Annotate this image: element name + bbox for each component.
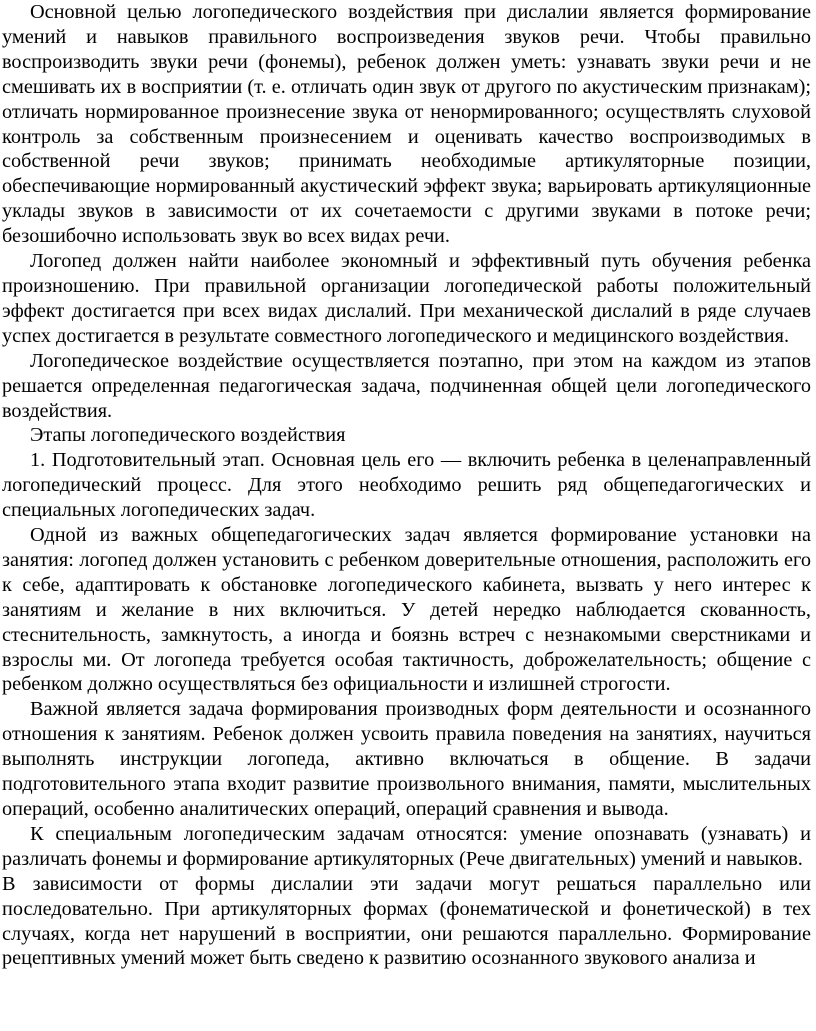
- paragraph-staged-influence: Логопедическое воздействие осуществляется поэтапно, при этом на каждом из этапов решается определенная педагогическая задача, подчиненная общей цели логопедического воздействия.: [2, 349, 811, 422]
- section-heading-stages: Этапы логопедического воздействия: [30, 424, 346, 447]
- paragraph-speech-therapist: Логопед должен найти наиболее экономный и эффективный путь обучения ребенка произношению. При правильной организации логопедической работы положительный эффект достигается при всех видах дислалий. При механической дислалий в ряде случаев успех достигается в результате совместного логопедического и медицинского воздействия.: [2, 250, 811, 347]
- paragraph-dyslalia-forms: В зависимости от формы дислалии эти задачи могут решаться параллельно или последовательно. При артикуляторных формах (фонематической и фонетической) в тех случаях, когда нет нарушений в восприятии, они решаются параллельно. Формирование рецептивных умений может быть сведено к развитию осознанного звукового анализа и: [2, 872, 811, 970]
- paragraph-goal: Основной целью логопедического воздействия при дислалии является формирование умений и навыков правильного воспроизведения звуков речи. Чтобы правильно воспроизводить звуки речи (фонемы), ребенок должен уметь: узнавать звуки речи и не смешивать их в восприятии (т. е. отличать один звук от другого по акустическим признакам); отличать нормированное произнесение звука от ненормированного; осуществлять слуховой контроль за собственным произнесением и оценивать качество воспроизводимых в собственной речи звуков; принимать необходимые артикуляторные позиции, обеспечивающие нормированный акустический эффект звука; варьировать артикуляционные уклады звуков в зависимости от их сочетаемости с другими звуками в потоке речи; безошибочно использовать звук во всех видах речи.: [2, 1, 811, 248]
- paragraph-preparatory-stage: 1. Подготовительный этап. Основная цель его — включить ребенка в целенаправленный логопедический процесс. Для этого необходимо решить ряд общепедагогических и специальных логопедических задач.: [2, 449, 811, 522]
- paragraph-special-tasks: К специальным логопедическим задачам относятся: умение опознавать (узнавать) и различать фонемы и формирование артикуляторных (Рече двигательных) умений и навыков.: [2, 822, 811, 870]
- paragraph-derived-forms: Важной является задача формирования производных форм деятельности и осознанного отношения к занятиям. Ребенок должен усвоить правила поведения на занятиях, научиться выполнять инструкции логопеда, активно включаться в общение. В задачи подготовительного этапа входит развитие произвольного внимания, памяти, мыслительных операций, особенно аналитических операций, операций сравнения и вывода.: [2, 698, 811, 820]
- paragraph-general-tasks: Одной из важных общепедагогических задач является формирование установки на занятия: логопед должен установить с ребенком доверительные отношения, расположить его к себе, адаптировать к обстановке логопедического кабинета, вызвать у него интерес к занятиям и желание в них включиться. У детей нередко наблюдается скованность, стеснительность, замкнутость, а иногда и боязнь встреч с незнакомыми сверстниками и взрослы ми. От логопеда требуется особая тактичность, доброжелательность; общение с ребенком должно осуществляться без официальности и излишней строгости.: [2, 524, 811, 696]
